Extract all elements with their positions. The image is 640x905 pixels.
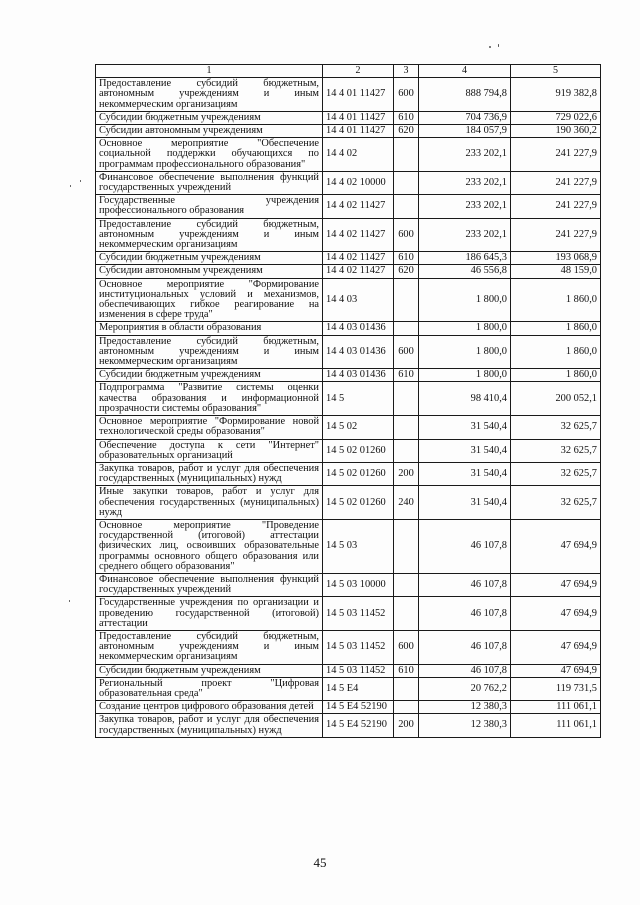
row-expense-type [394, 382, 419, 416]
row-code: 14 5 E4 52190 [323, 714, 394, 737]
table-row [96, 439, 601, 462]
row-name: Субсидии автономным учреждениям [96, 265, 323, 278]
row-expense-type: 620 [394, 125, 419, 138]
table-row [96, 630, 601, 664]
row-expense-type: 600 [394, 78, 419, 112]
row-amount-year-1: 233 202,1 [419, 195, 511, 218]
row-amount-year-2: 1 860,0 [511, 278, 601, 322]
row-amount-year-2: 241 227,9 [511, 195, 601, 218]
row-expense-type [394, 322, 419, 335]
budget-table [95, 64, 601, 738]
row-name: Иные закупки товаров, работ и услуг для обеспечения государственных (муниципальных) нужд [96, 486, 323, 520]
scan-speck [489, 46, 491, 48]
row-expense-type: 600 [394, 630, 419, 664]
table-row [96, 111, 601, 124]
row-code: 14 5 [323, 382, 394, 416]
row-code: 14 5 03 11452 [323, 664, 394, 677]
table-row [96, 322, 601, 335]
table-row [96, 677, 601, 700]
scan-speck [498, 44, 499, 47]
table-row [96, 125, 601, 138]
row-amount-year-1: 186 645,3 [419, 252, 511, 265]
row-expense-type [394, 195, 419, 218]
table-row [96, 335, 601, 369]
row-expense-type [394, 439, 419, 462]
row-amount-year-2: 47 694,9 [511, 519, 601, 573]
row-name: Субсидии автономным учреждениям [96, 125, 323, 138]
table-row [96, 664, 601, 677]
row-expense-type [394, 519, 419, 573]
row-amount-year-2: 190 360,2 [511, 125, 601, 138]
table-row [96, 597, 601, 631]
row-amount-year-2: 47 694,9 [511, 573, 601, 596]
row-name: Основное мероприятие "Обеспечение социальной поддержки обучающихся по программам профессионального образования" [96, 138, 323, 172]
row-name: Региональный проект "Цифровая образовательная среда" [96, 677, 323, 700]
row-name: Обеспечение доступа к сети "Интернет" образовательных организаций [96, 439, 323, 462]
table-row [96, 78, 601, 112]
table-row [96, 138, 601, 172]
row-amount-year-2: 47 694,9 [511, 664, 601, 677]
scan-speck [70, 185, 71, 187]
row-code: 14 5 03 11452 [323, 597, 394, 631]
row-amount-year-2: 919 382,8 [511, 78, 601, 112]
row-amount-year-1: 1 800,0 [419, 369, 511, 382]
row-name: Финансовое обеспечение выполнения функций государственных учреждений [96, 573, 323, 596]
row-amount-year-2: 119 731,5 [511, 677, 601, 700]
row-expense-type: 610 [394, 664, 419, 677]
table-row [96, 519, 601, 573]
row-name: Основное мероприятие "Формирование новой технологической среды образования" [96, 416, 323, 439]
row-name: Предоставление субсидий бюджетным, автономным учреждениям и иным некоммерческим организациям [96, 218, 323, 252]
header-col-3: 3 [394, 65, 419, 78]
table-row [96, 462, 601, 485]
row-expense-type: 610 [394, 369, 419, 382]
row-code: 14 4 02 10000 [323, 171, 394, 194]
row-amount-year-2: 48 159,0 [511, 265, 601, 278]
row-amount-year-1: 46 107,8 [419, 597, 511, 631]
header-col-4: 4 [419, 65, 511, 78]
row-amount-year-2: 32 625,7 [511, 486, 601, 520]
row-code: 14 4 01 11427 [323, 78, 394, 112]
row-amount-year-1: 12 380,3 [419, 714, 511, 737]
table-row [96, 416, 601, 439]
row-amount-year-1: 46 107,8 [419, 664, 511, 677]
row-amount-year-2: 1 860,0 [511, 322, 601, 335]
row-amount-year-2: 47 694,9 [511, 597, 601, 631]
row-name: Закупка товаров, работ и услуг для обеспечения государственных (муниципальных) нужд [96, 714, 323, 737]
row-amount-year-1: 1 800,0 [419, 278, 511, 322]
row-amount-year-1: 704 736,9 [419, 111, 511, 124]
row-amount-year-1: 46 107,8 [419, 630, 511, 664]
table-row [96, 265, 601, 278]
row-name: Предоставление субсидий бюджетным, автономным учреждениям и иным некоммерческим организациям [96, 78, 323, 112]
row-amount-year-1: 31 540,4 [419, 486, 511, 520]
row-expense-type [394, 416, 419, 439]
page-number: 45 [313, 855, 327, 870]
row-code: 14 5 03 10000 [323, 573, 394, 596]
row-amount-year-2: 1 860,0 [511, 335, 601, 369]
row-amount-year-2: 32 625,7 [511, 416, 601, 439]
row-code: 14 5 02 [323, 416, 394, 439]
row-amount-year-2: 47 694,9 [511, 630, 601, 664]
table-row [96, 714, 601, 737]
row-amount-year-2: 200 052,1 [511, 382, 601, 416]
row-name: Предоставление субсидий бюджетным, автономным учреждениям и иным некоммерческим организациям [96, 630, 323, 664]
scan-speck [69, 600, 70, 602]
row-amount-year-1: 46 107,8 [419, 519, 511, 573]
row-code: 14 5 02 01260 [323, 462, 394, 485]
row-amount-year-1: 12 380,3 [419, 701, 511, 714]
row-code: 14 5 E4 52190 [323, 701, 394, 714]
row-code: 14 5 03 11452 [323, 630, 394, 664]
row-amount-year-2: 729 022,6 [511, 111, 601, 124]
row-code: 14 4 02 [323, 138, 394, 172]
row-amount-year-2: 32 625,7 [511, 462, 601, 485]
row-name: Создание центров цифрового образования детей [96, 701, 323, 714]
row-name: Субсидии бюджетным учреждениям [96, 111, 323, 124]
row-code: 14 4 01 11427 [323, 125, 394, 138]
row-name: Государственные учреждения по организации и проведению государственной (итоговой) аттестации [96, 597, 323, 631]
row-name: Основное мероприятие "Проведение государственной (итоговой) аттестации физических лиц, освоивших образовательные программы основного общего образования или среднего общего образования" [96, 519, 323, 573]
table-row [96, 278, 601, 322]
row-amount-year-1: 98 410,4 [419, 382, 511, 416]
row-code: 14 4 02 11427 [323, 195, 394, 218]
row-code: 14 4 02 11427 [323, 218, 394, 252]
row-amount-year-2: 193 068,9 [511, 252, 601, 265]
table-row [96, 382, 601, 416]
table-row [96, 252, 601, 265]
row-amount-year-1: 1 800,0 [419, 335, 511, 369]
row-amount-year-1: 31 540,4 [419, 439, 511, 462]
row-amount-year-1: 1 800,0 [419, 322, 511, 335]
row-code: 14 4 03 01436 [323, 335, 394, 369]
row-amount-year-1: 46 107,8 [419, 573, 511, 596]
row-amount-year-2: 241 227,9 [511, 171, 601, 194]
row-amount-year-1: 888 794,8 [419, 78, 511, 112]
row-name: Закупка товаров, работ и услуг для обеспечения государственных (муниципальных) нужд [96, 462, 323, 485]
row-amount-year-1: 31 540,4 [419, 416, 511, 439]
header-col-2: 2 [323, 65, 394, 78]
row-code: 14 4 03 01436 [323, 369, 394, 382]
table-row [96, 486, 601, 520]
row-name: Субсидии бюджетным учреждениям [96, 252, 323, 265]
row-amount-year-2: 32 625,7 [511, 439, 601, 462]
row-expense-type [394, 701, 419, 714]
table-row [96, 701, 601, 714]
row-expense-type [394, 138, 419, 172]
header-col-1: 1 [96, 65, 323, 78]
table-header-row [96, 65, 601, 78]
row-name: Субсидии бюджетным учреждениям [96, 369, 323, 382]
table-row [96, 218, 601, 252]
row-expense-type: 200 [394, 462, 419, 485]
row-name: Основное мероприятие "Формирование институциональных условий и механизмов, обеспечивающих гибкое реагирование на изменения в сфере труда" [96, 278, 323, 322]
table-row [96, 171, 601, 194]
row-name: Государственные учреждения профессионального образования [96, 195, 323, 218]
row-amount-year-2: 111 061,1 [511, 701, 601, 714]
row-amount-year-1: 233 202,1 [419, 171, 511, 194]
row-code: 14 4 02 11427 [323, 265, 394, 278]
row-amount-year-1: 46 556,8 [419, 265, 511, 278]
row-expense-type [394, 597, 419, 631]
row-expense-type: 200 [394, 714, 419, 737]
row-name: Субсидии бюджетным учреждениям [96, 664, 323, 677]
row-amount-year-2: 1 860,0 [511, 369, 601, 382]
row-expense-type: 620 [394, 265, 419, 278]
row-expense-type: 240 [394, 486, 419, 520]
row-amount-year-2: 241 227,9 [511, 218, 601, 252]
row-code: 14 5 E4 [323, 677, 394, 700]
row-code: 14 4 03 [323, 278, 394, 322]
table-row [96, 573, 601, 596]
row-amount-year-1: 233 202,1 [419, 138, 511, 172]
row-expense-type [394, 278, 419, 322]
row-code: 14 5 03 [323, 519, 394, 573]
table-row [96, 369, 601, 382]
row-expense-type: 600 [394, 218, 419, 252]
row-expense-type [394, 677, 419, 700]
budget-table-body [96, 65, 601, 738]
row-expense-type [394, 171, 419, 194]
row-code: 14 5 02 01260 [323, 439, 394, 462]
row-amount-year-2: 111 061,1 [511, 714, 601, 737]
row-name: Финансовое обеспечение выполнения функций государственных учреждений [96, 171, 323, 194]
row-name: Подпрограмма "Развитие системы оценки качества образования и информационной прозрачности системы образования" [96, 382, 323, 416]
row-name: Мероприятия в области образования [96, 322, 323, 335]
row-amount-year-1: 184 057,9 [419, 125, 511, 138]
scan-speck [80, 180, 81, 182]
row-expense-type: 610 [394, 252, 419, 265]
row-code: 14 4 01 11427 [323, 111, 394, 124]
row-code: 14 4 03 01436 [323, 322, 394, 335]
row-name: Предоставление субсидий бюджетным, автономным учреждениям и иным некоммерческим организациям [96, 335, 323, 369]
row-amount-year-2: 241 227,9 [511, 138, 601, 172]
row-expense-type: 610 [394, 111, 419, 124]
row-amount-year-1: 20 762,2 [419, 677, 511, 700]
row-amount-year-1: 233 202,1 [419, 218, 511, 252]
row-amount-year-1: 31 540,4 [419, 462, 511, 485]
table-row [96, 195, 601, 218]
row-expense-type: 600 [394, 335, 419, 369]
row-expense-type [394, 573, 419, 596]
row-code: 14 4 02 11427 [323, 252, 394, 265]
header-col-5: 5 [511, 65, 601, 78]
row-code: 14 5 02 01260 [323, 486, 394, 520]
